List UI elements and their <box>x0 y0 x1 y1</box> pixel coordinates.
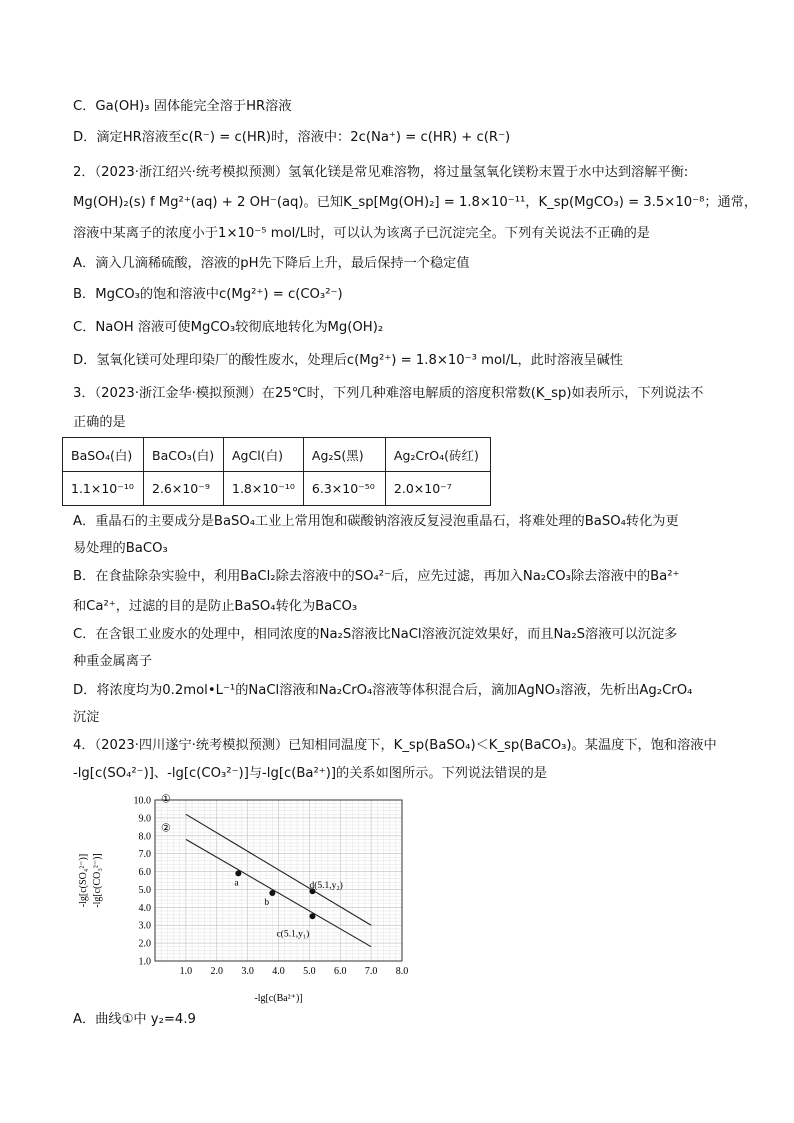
option-b-q3-cont: 和Ca²⁺，过滤的目的是防止BaSO₄转化为BaCO₃ <box>73 599 358 614</box>
y-axis-label-co3: -lg[c(CO₃²⁻)] <box>92 853 103 908</box>
table-header-row <box>63 438 491 472</box>
y-axis-label-so4: -lg[c(SO₄²⁻)] <box>78 853 89 908</box>
data-point <box>235 870 241 876</box>
point-label: d(5.1,y₂) <box>309 881 343 892</box>
x-tick-label: 6.0 <box>334 966 347 977</box>
data-point <box>309 913 315 919</box>
option-d-q3-cont: 沉淀 <box>73 710 100 725</box>
table-header: Ag₂S(黑) <box>303 438 385 472</box>
table-cell: 2.0×10⁻⁷ <box>385 472 490 506</box>
question-4-stem: 4．（2023·四川遂宁·统考模拟预测）已知相同温度下，K_sp(BaSO₄)＜K_sp(BaCO₃)。某温度下，饱和溶液中 <box>73 738 717 753</box>
question-2-stem: 2．（2023·浙江绍兴·统考模拟预测）氢氧化镁是常见难溶物，将过量氢氧化镁粉末置于水中达到溶解平衡: <box>73 165 689 180</box>
option-b-q2: B．MgCO₃的饱和溶液中c(Mg²⁺) = c(CO₃²⁻) <box>73 287 343 302</box>
point-label: a <box>234 878 239 889</box>
option-d-q1: D．滴定HR溶液至c(R⁻) = c(HR)时，溶液中：2c(Na⁺) = c(HR) + c(R⁻) <box>73 130 511 145</box>
x-tick-label: 5.0 <box>303 966 316 977</box>
table-cell: 6.3×10⁻⁵⁰ <box>303 472 385 506</box>
option-a-q2: A．滴入几滴稀硫酸，溶液的pH先下降后上升，最后保持一个稳定值 <box>73 256 470 271</box>
solubility-chart <box>70 792 430 1012</box>
question-3-stem: 3．（2023·浙江金华·模拟预测）在25℃时，下列几种难溶电解质的溶度积常数(K_sp)如表所示，下列说法不 <box>73 386 704 401</box>
option-d-q2: D．氢氧化镁可处理印染厂的酸性废水，处理后c(Mg²⁺) = 1.8×10⁻³ mol/L，此时溶液呈碱性 <box>73 353 623 368</box>
point-label: b <box>264 898 270 909</box>
option-a-q4: A．曲线①中 y₂=4.9 <box>73 1012 196 1027</box>
question-4-stem-end: -lg[c(SO₄²⁻)]、-lg[c(CO₃²⁻)]与-lg[c(Ba²⁺)]的关系如图所示。下列说法错误的是 <box>73 766 548 781</box>
option-c-q3-cont: 种重金属离子 <box>73 654 153 669</box>
option-c-q3: C．在含银工业废水的处理中，相同浓度的Na₂S溶液比NaCl溶液沉淀效果好，而且Na₂S溶液可以沉淀多 <box>73 627 678 642</box>
y-tick-label: 8.0 <box>138 831 151 843</box>
y-tick-label: 6.0 <box>138 867 151 879</box>
option-b-q3: B．在食盐除杂实验中，利用BaCl₂除去溶液中的SO₄²⁻后，应先过滤，再加入Na₂CO₃除去溶液中的Ba²⁺ <box>73 569 680 584</box>
question-3-stem-end: 正确的是 <box>73 415 126 430</box>
y-tick-label: 4.0 <box>138 902 151 914</box>
curve-label: ① <box>161 793 171 806</box>
option-d-q3: D．将浓度均为0.2mol•L⁻¹的NaCl溶液和Na₂CrO₄溶液等体积混合后，滴加AgNO₃溶液，先析出Ag₂CrO₄ <box>73 683 693 698</box>
table-header: BaCO₃(白) <box>144 438 224 472</box>
x-tick-label: 4.0 <box>272 966 285 977</box>
table-header: BaSO₄(白) <box>63 438 144 472</box>
y-tick-label: 10.0 <box>133 795 151 807</box>
y-tick-label: 3.0 <box>138 920 151 932</box>
table-cell: 1.1×10⁻¹⁰ <box>63 472 144 506</box>
point-label: c(5.1,y₁) <box>276 929 310 940</box>
table-row <box>63 472 491 506</box>
chart-ticks <box>134 796 409 978</box>
option-c-q2: C．NaOH 溶液可使MgCO₃较彻底地转化为Mg(OH)₂ <box>73 320 384 335</box>
x-axis-label: -lg[c(Ba²⁺)] <box>254 993 303 1004</box>
ksp-table <box>62 437 491 506</box>
y-tick-label: 5.0 <box>138 884 151 896</box>
question-2-stem-end: 溶液中某离子的浓度小于1×10⁻⁵ mol/L时，可以认为该离子已沉淀完全。下列有关说法不正确的是 <box>73 226 650 241</box>
data-point <box>269 890 275 896</box>
x-tick-label: 7.0 <box>364 966 378 977</box>
table-cell: 1.8×10⁻¹⁰ <box>224 472 304 506</box>
option-a-q3: A．重晶石的主要成分是BaSO₄工业上常用饱和碳酸钠溶液反复浸泡重晶石，将难处理的BaSO₄转化为更 <box>73 514 679 529</box>
x-tick-label: 2.0 <box>210 966 223 977</box>
table-header: AgCl(白) <box>224 438 304 472</box>
table-cell: 2.6×10⁻⁹ <box>144 472 224 506</box>
y-tick-label: 9.0 <box>138 813 151 825</box>
x-tick-label: 1.0 <box>179 966 193 977</box>
table-header: Ag₂CrO₄(砖红) <box>385 438 490 472</box>
option-a-q3-cont: 易处理的BaCO₃ <box>73 541 168 556</box>
option-c-q1: C．Ga(OH)₃ 固体能完全溶于HR溶液 <box>73 99 292 114</box>
y-tick-label: 2.0 <box>138 938 151 950</box>
question-2-equation: Mg(OH)₂(s) f Mg²⁺(aq) + 2 OH⁻(aq)。已知K_sp[Mg(OH)₂] = 1.8×10⁻¹¹，K_sp(MgCO₃) = 3.5×10⁻⁸；通常， <box>73 195 758 210</box>
x-tick-label: 3.0 <box>241 966 254 977</box>
x-tick-label: 8.0 <box>395 966 409 977</box>
y-tick-label: 7.0 <box>138 849 151 861</box>
y-tick-label: 1.0 <box>138 956 151 968</box>
curve-label: ② <box>161 822 171 835</box>
